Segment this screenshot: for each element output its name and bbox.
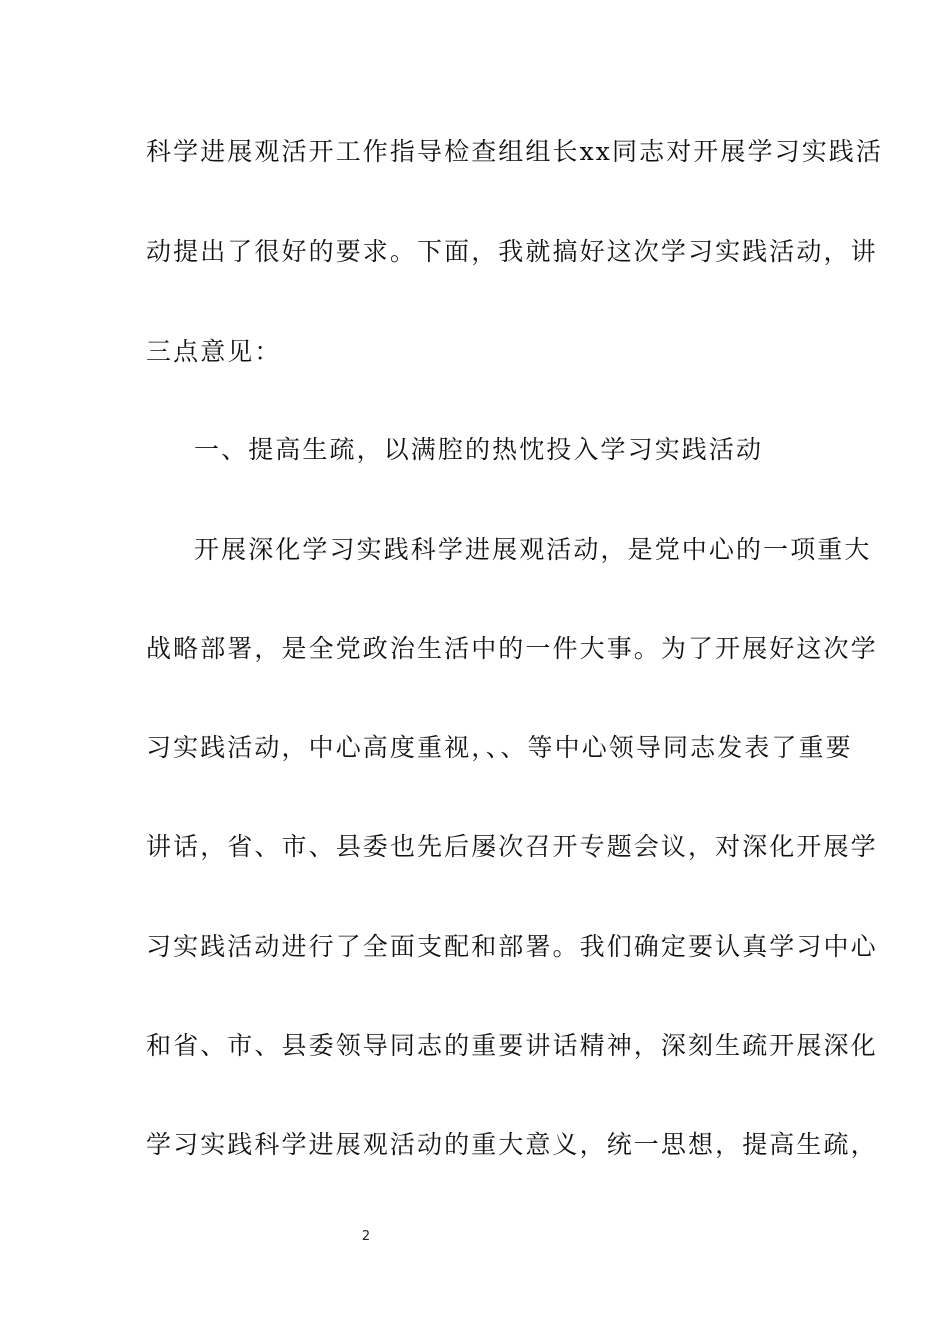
text-line: 动提出了很好的要求。下面，我就搞好这次学习实践活动，讲: [146, 237, 878, 266]
paragraph-first-line: 开展深化学习实践科学进展观活动，是党中心的一项重大: [194, 535, 872, 564]
text-line: 三点意见：: [146, 337, 282, 366]
section-heading: 一、提高生疏，以满腔的热忱投入学习实践活动: [194, 435, 764, 464]
text-line: 习实践活动，中心高度重视，、、等中心领导同志发表了重要: [146, 733, 853, 762]
text-line: 习实践活动进行了全面支配和部署。我们确定要认真学习中心: [146, 932, 878, 961]
text-line: 科学进展观活开工作指导检查组组长xx同志对开展学习实践活: [146, 137, 884, 166]
text-line: 战略部署，是全党政治生活中的一件大事。为了开展好这次学: [146, 634, 878, 663]
text-line: 学习实践科学进展观活动的重大意义，统一思想，提高生疏，: [146, 1130, 878, 1159]
page-number: 2: [361, 1229, 371, 1244]
text-line: 和省、市、县委领导同志的重要讲话精神，深刻生疏开展深化: [146, 1031, 878, 1060]
text-line: 讲话，省、市、县委也先后屡次召开专题会议，对深化开展学: [146, 832, 878, 861]
